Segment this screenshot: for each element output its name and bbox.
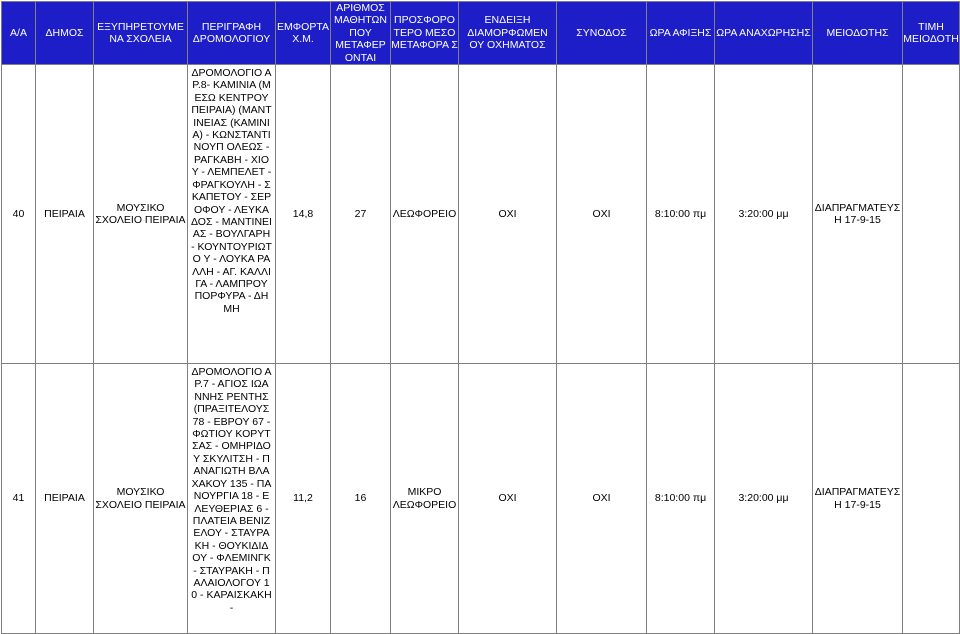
cell-dimos: ΠΕΙΡΑΙΑ [36,65,94,364]
cell-escort: ΟΧΙ [557,65,647,364]
cell-aa: 41 [2,364,36,634]
table-row [2,65,960,364]
cell-modified-vehicle: ΟΧΙ [459,65,557,364]
cell-arrival-time: 8:10:00 πμ [647,65,715,364]
cell-vehicle: ΜΙΚΡΟ ΛΕΩΦΟΡΕΙΟ [391,364,459,634]
header-price: ΤΙΜΗ ΜΕΙΟΔΟΤΗ [903,2,960,65]
cell-aa: 40 [2,65,36,364]
header-route-description: ΠΕΡΙΓΡΑΦΗ ΔΡΟΜΟΛΟΓΙΟΥ [188,2,276,65]
table-row [2,364,960,634]
cell-route [188,364,276,634]
header-students: ΑΡΙΘΜΟΣ ΜΑΘΗΤΩΝ ΠΟΥ ΜΕΤΑΦΕΡ ΟΝΤΑΙ [331,2,391,65]
cell-school: ΜΟΥΣΙΚΟ ΣΧΟΛΕΙΟ ΠΕΙΡΑΙΑ [94,65,188,364]
header-school: ΕΞΥΠΗΡΕΤΟΥΜΕ ΝΑ ΣΧΟΛΕΙΑ [94,2,188,65]
route-text: ΔΡΟΜΟΛΟΓΙΟ ΑΡ.7 - ΑΓΙΟΣ ΙΩΑΝΝΗΣ ΡΕΝΤΗΣ (ΠΡΑΞΙΤΕΛΟΥΣ 78 - ΕΒΡΟΥ 67 - ΦΩΤΙΟΥ ΚΟΡΥΤΣΑΣ - ΟΜΗΡΙΔΟΥ ΣΚΥΛΙΤΣΗ - ΠΑΝΑΓΙΩΤΗ ΒΛΑΧΑΚΟΥ 135 - ΠΑΝΟΥΡΓΙΑ 18 - ΕΛΕΥΘΕΡΙΑΣ 6 - ΠΛΑΤΕΙΑ ΒΕΝΙΖΕΛΟΥ - ΣΤΑΥΡΑΚΗ - ΘΟΥΚΙΔΙΔΟΥ - ΦΛΕΜΙΝΓΚ - ΣΤΑΥΡΑΚΗ - ΠΑΛΑΙΟΛΟΓΟΥ 10 - ΚΑΡΑΙΣΚΑΚΗ - [191,366,272,614]
cell-students: 27 [331,65,391,364]
cell-route [188,65,276,364]
header-aa: Α/Α [2,2,36,65]
header-escort: ΣΥΝΟΔΟΣ [557,2,647,65]
header-dimos: ΔΗΜΟΣ [36,2,94,65]
cell-km: 14,8 [276,65,331,364]
cell-departure-time: 3:20:00 μμ [715,364,813,634]
header-row [2,2,960,65]
header-departure-time: ΩΡΑ ΑΝΑΧΩΡΗΣΗΣ [715,2,813,65]
cell-departure-time: 3:20:00 μμ [715,65,813,364]
cell-dimos: ΠΕΙΡΑΙΑ [36,364,94,634]
header-vehicle: ΠΡΟΣΦΟΡΟ ΤΕΡΟ ΜΕΣΟ ΜΕΤΑΦΟΡΑ Σ [391,2,459,65]
cell-price [903,364,960,634]
routes-table [1,1,960,634]
header-arrival-time: ΩΡΑ ΑΦΙΞΗΣ [647,2,715,65]
header-modified-vehicle: ΕΝΔΕΙΞΗ ΔΙΑΜΟΡΦΩΜΕΝ ΟΥ ΟΧΗΜΑΤΟΣ [459,2,557,65]
cell-students: 16 [331,364,391,634]
header-tender: ΜΕΙΟΔΟΤΗΣ [813,2,903,65]
cell-tender: ΔΙΑΠΡΑΓΜΑΤΕΥΣ Η 17-9-15 [813,65,903,364]
cell-arrival-time: 8:10:00 πμ [647,364,715,634]
cell-price [903,65,960,364]
cell-tender: ΔΙΑΠΡΑΓΜΑΤΕΥΣ Η 17-9-15 [813,364,903,634]
header-km: ΕΜΦΟΡΤΑ Χ.Μ. [276,2,331,65]
cell-modified-vehicle: ΟΧΙ [459,364,557,634]
cell-school: ΜΟΥΣΙΚΟ ΣΧΟΛΕΙΟ ΠΕΙΡΑΙΑ [94,364,188,634]
cell-vehicle: ΛΕΩΦΟΡΕΙΟ [391,65,459,364]
cell-escort: ΟΧΙ [557,364,647,634]
route-text: ΔΡΟΜΟΛΟΓΙΟ ΑΡ.8- ΚΑΜΙΝΙΑ (ΜΕΣΩ ΚΕΝΤΡΟΥ ΠΕΙΡΑΙΑ) (ΜΑΝΤΙΝΕΙΑΣ (ΚΑΜΙΝΙΑ) - ΚΩΝΣΤΑΝΤΙΝΟΥΠ ΟΛΕΩΣ - ΡΑΓΚΑΒΗ - ΧΙΟΥ - ΛΕΜΠΕΛΕΤ - ΦΡΑΓΚΟΥΛΗ - ΣΚΑΠΕΤΟΥ - ΣΕΡΟΦΟΥ - ΛΕΥΚΑΔΟΣ - ΜΑΝΤΙΝΕΙΑΣ - ΒΟΥΛΓΑΡΗ - ΚΟΥΝΤΟΥΡΙΩΤΟ Υ - ΛΟΥΚΑ ΡΑΛΛΗ - ΑΓ. ΚΑΛΛΙΓΑ - ΛΑΜΠΡΟΥ ΠΟΡΦΥΡΑ - ΔΗΜΗ [191,67,272,315]
cell-km: 11,2 [276,364,331,634]
